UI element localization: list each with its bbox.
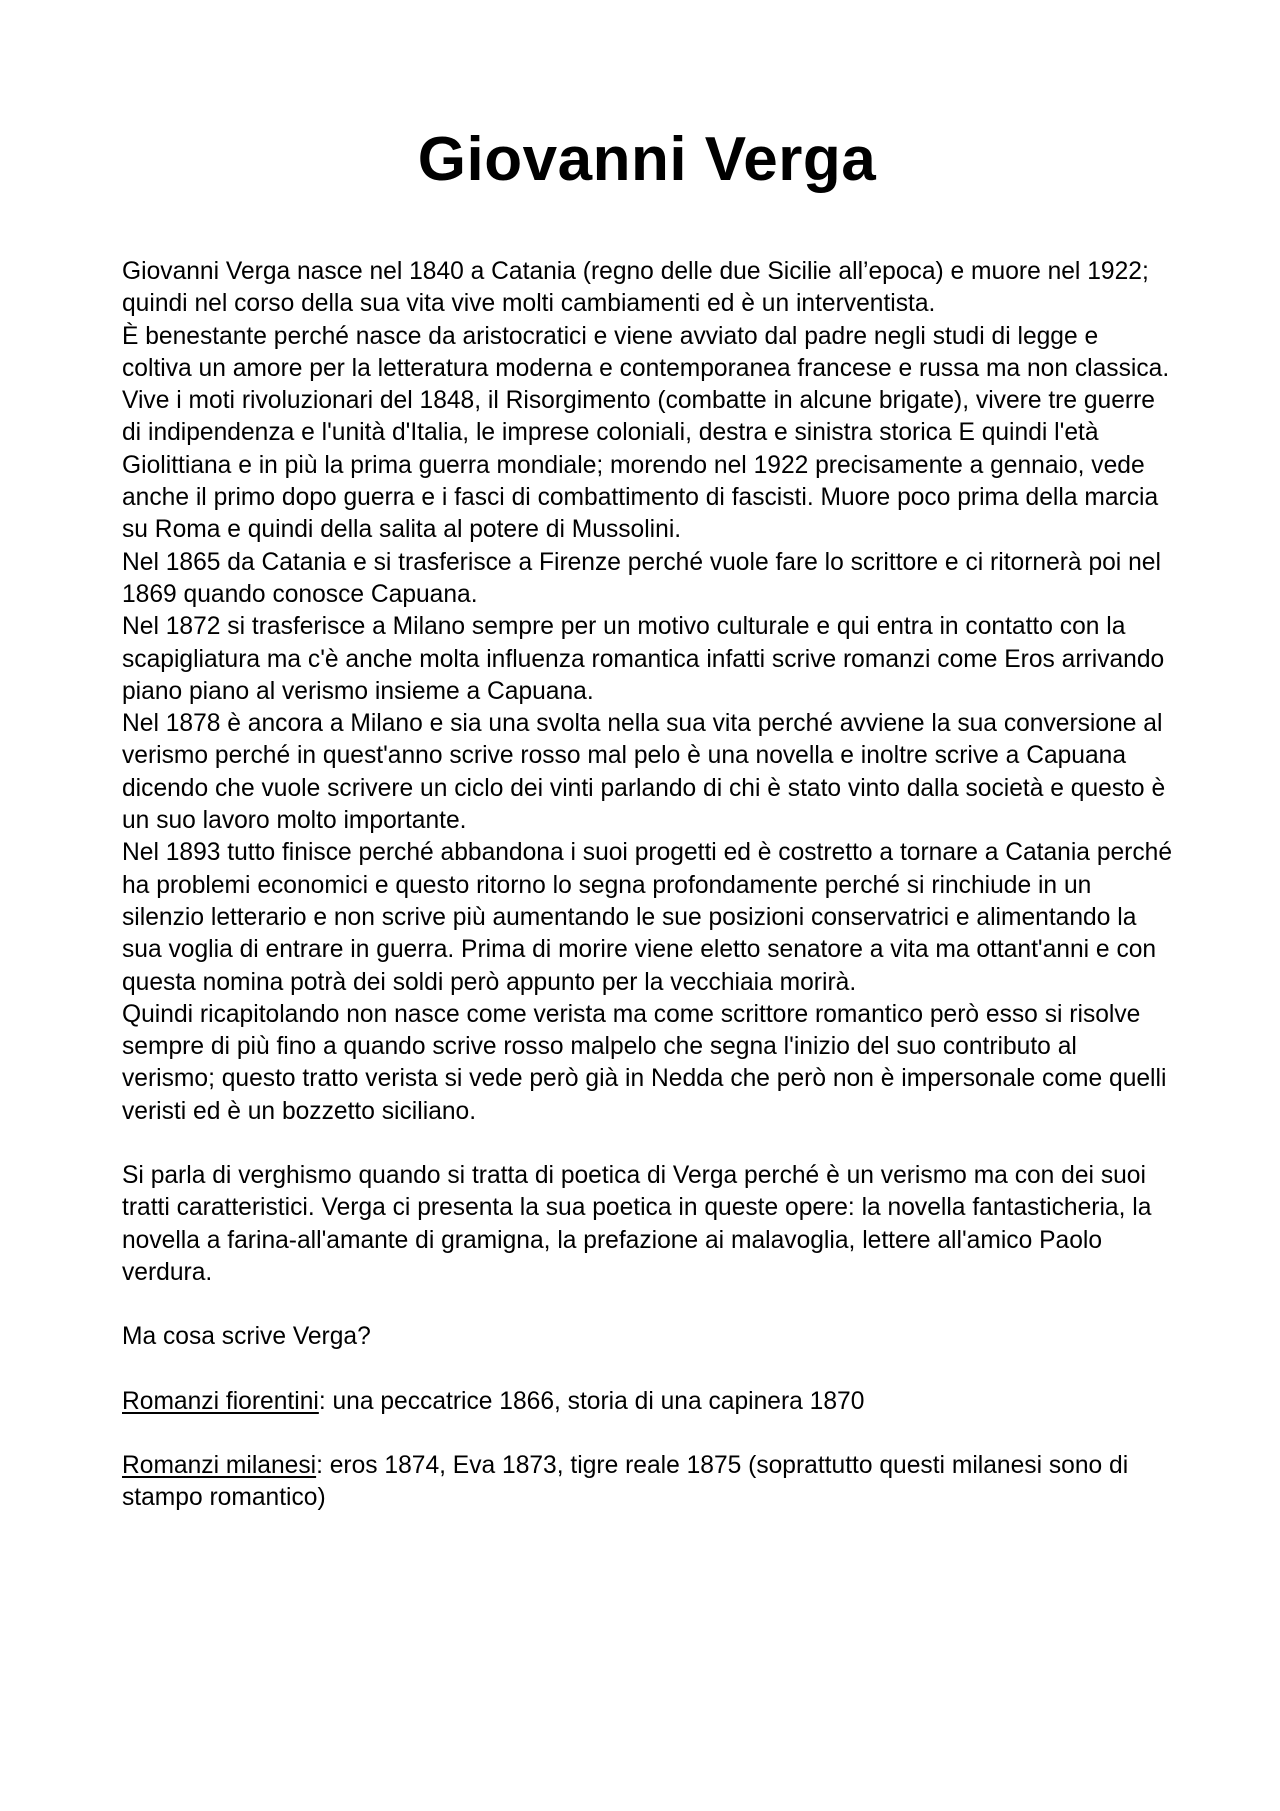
works-text: : eros 1874, Eva 1873, tigre reale 1875 (soprattutto questi milanesi sono di stampo romantico) <box>122 1451 1129 1512</box>
spacer <box>122 1418 1172 1450</box>
bio-paragraph: Nel 1865 da Catania e si trasferisce a Firenze perché vuole fare lo scrittore e ci ritornerà poi nel 1869 quando conosce Capuana. <box>122 548 1161 608</box>
bio-paragraph: Nel 1878 è ancora a Milano e sia una svolta nella sua vita perché avviene la sua conversione al verismo perché in quest'anno scrive rosso mal pelo è una novella e inoltre scrive a Capuana dicendo che vuole scrivere un ciclo dei vinti parlando di chi è stato vinto dalla società e questo è un suo lavoro molto importante. <box>122 710 1166 835</box>
page-title: Giovanni Verga <box>417 125 877 194</box>
works-line <box>122 1386 1172 1418</box>
bio-paragraph: Giovanni Verga nasce nel 1840 a Catania (regno delle due Sicilie all’epoca) e muore nel 1922; quindi nel corso della sua vita vive molti cambiamenti ed è un interventista. <box>122 258 1149 318</box>
bio-paragraph: Nel 1872 si trasferisce a Milano sempre per un motivo culturale e qui entra in contatto con la scapigliatura ma c'è anche molta influenza romantica infatti scrive romanzi come Eros arrivando piano piano al verismo insieme a Capuana. <box>122 613 1165 705</box>
spacer <box>122 1128 1172 1160</box>
spacer <box>122 1289 1172 1321</box>
bio-paragraph: Nel 1893 tutto finisce perché abbandona i suoi progetti ed è costretto a tornare a Catania perché ha problemi economici e questo ritorno lo segna profondamente perché si rinchiude in un silenzio letterario e non scrive più aumentando le sue posizioni conservatrici e alimentando la sua voglia di entrare in guerra. Prima di morire viene eletto senatore a vita ma ottant'anni e con questa nomina potrà dei soldi però appunto per la vecchiaia morirà. <box>122 839 1173 996</box>
works-line <box>122 1450 1172 1515</box>
verghismo-section <box>122 1160 1172 1289</box>
document-page <box>122 120 1172 1514</box>
biography-section <box>122 256 1172 1128</box>
works-entry-florentine <box>122 1386 1172 1418</box>
bio-paragraph: Quindi ricapitolando non nasce come verista ma come scrittore romantico però esso si risolve sempre di più fino a quando scrive rosso malpelo che segna l'inizio del suo contributo al verismo; questo tratto verista si vede però già in Nedda che però non è impersonale come quelli veristi ed è un bozzetto siciliano. <box>122 1000 1167 1125</box>
bio-paragraph: Vive i moti rivoluzionari del 1848, il Risorgimento (combatte in alcune brigate), vivere tre guerre di indipendenza e l'unità d'Italia, le imprese coloniali, destra e sinistra storica E quindi l'età Giolittiana e in più la prima guerra mondiale; morendo nel 1922 precisamente a gennaio, vede anche il primo dopo guerra e i fasci di combattimento di fascisti. Muore poco prima della marcia su Roma e quindi della salita al potere di Mussolini. <box>122 387 1159 544</box>
works-label: Romanzi milanesi <box>122 1451 317 1479</box>
works-entry-milanese <box>122 1450 1172 1515</box>
spacer <box>122 1354 1172 1386</box>
verghismo-paragraph: Si parla di verghismo quando si tratta di poetica di Verga perché è un verismo ma con dei suoi tratti caratteristici. Verga ci presenta la sua poetica in queste opere: la novella fantasticheria, la novella a farina-all'amante di gramigna, la prefazione ai malavoglia, lettere all'amico Paolo verdura. <box>122 1162 1152 1286</box>
bio-paragraph: È benestante perché nasce da aristocratici e viene avviato dal padre negli studi di legge e coltiva un amore per la letteratura moderna e contemporanea francese e russa ma non classica. <box>122 322 1170 382</box>
question-text: Ma cosa scrive Verga? <box>122 1323 371 1351</box>
works-label: Romanzi fiorentini <box>122 1387 319 1415</box>
question-section <box>122 1321 1172 1353</box>
works-text: : una peccatrice 1866, storia di una capinera 1870 <box>318 1387 865 1415</box>
